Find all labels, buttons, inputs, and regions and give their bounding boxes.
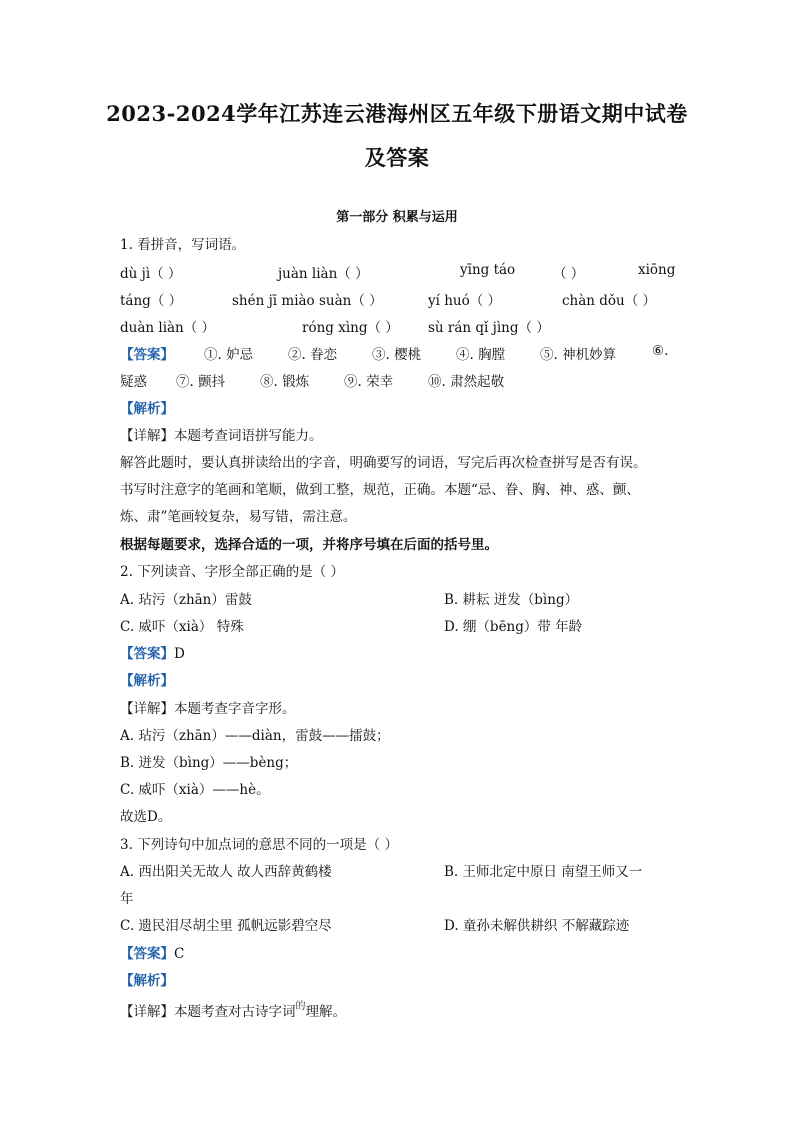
answer-item: ⑩. 肃然起敬 [428,374,505,390]
q3-detail-small-mark: 的 [295,1001,306,1012]
answer-tag: 【答案】 [120,646,174,662]
pinyin-item: sù rán qǐ jìng（ ） [428,320,550,336]
q3-option-c: C. 遗民泪尽胡尘里 孤帆远影碧空尽 [120,918,332,934]
pinyin-item: （ ） [553,266,585,282]
q3-prompt: 3. 下列诗句中加点词的意思不同的一项是（ ） [120,837,398,853]
answer-item: ⑧. 锻炼 [260,374,310,390]
document-title-line2: 及答案 [364,145,430,170]
q1-explanation-line1: 解答此题时，要认真拼读给出的字音，明确要写的词语，写完后再次检查拼写是否有误。 [120,455,647,471]
q3-detail-text-end: 理解。 [305,1004,346,1020]
answer-value: C [174,946,185,962]
pinyin-item: yīng táo [460,262,516,278]
answer-item: ⑨. 荣幸 [344,374,394,390]
q3-detail-text: 【详解】本题考查对古诗字词 [120,1004,296,1020]
answer-tag: 【答案】 [120,347,174,363]
q2-option-c: C. 威吓（xià） 特殊 [120,619,244,635]
q3-option-a: A. 西出阳关无故人 故人西辞黄鹤楼 [120,864,332,880]
answer-item: ②. 眷恋 [288,347,338,363]
q2-detail: 【详解】本题考查字音字形。 [120,701,296,717]
q3-detail [120,1000,346,1020]
q1-explanation-line2: 书写时注意字的笔画和笔顺，做到工整，规范，正确。本题“忌、眷、胸、神、惑、颤、 [120,482,640,498]
answer-value: D [174,646,185,662]
q2-conclusion: 故选D。 [120,809,172,825]
q2-option-b: B. 耕耘 迸发（bìng） [444,592,579,608]
q2-explanation-b: B. 迸发（bìng）——bèng； [120,755,298,771]
q3-answer [120,942,184,962]
pinyin-item: dù jì（ ） [120,266,182,282]
q1-detail: 【详解】本题考查词语拼写能力。 [120,428,323,444]
answer-item: ⑦. 颤抖 [176,374,226,390]
answer-item: ⑤. 神机妙算 [540,347,617,363]
q3-option-b: B. 王师北定中原日 南望王师又一 [444,864,643,880]
q2-explanation-c: C. 威吓（xià）——hè。 [120,782,270,798]
document-title-line1: 2023-2024学年江苏连云港海州区五年级下册语文期中试卷 [106,101,688,126]
q2-analysis-tag: 【解析】 [120,673,174,689]
answer-item: ③. 樱桃 [372,347,422,363]
answer-item: ①. 妒忌 [204,347,254,363]
q3-analysis-tag: 【解析】 [120,973,174,989]
q2-answer [120,642,185,662]
answer-item: 疑惑 [120,374,147,390]
answer-item: ⑥. [652,343,669,359]
q3-option-b-continued: 年 [120,891,134,907]
q1-analysis-tag: 【解析】 [120,401,174,417]
pinyin-item: xiōng [638,262,676,278]
q3-option-d: D. 童孙未解供耕织 不解藏踪迹 [444,918,630,934]
q2-option-a: A. 玷污（zhān）雷鼓 [120,592,252,608]
q1-explanation-line3: 炼、肃”笔画较复杂，易写错，需注意。 [120,509,357,525]
pinyin-item: duàn liàn（ ） [120,320,216,336]
pinyin-item: yí huó（ ） [428,293,502,309]
pinyin-item: táng（ ） [120,293,183,309]
q2-prompt: 2. 下列读音、字形全部正确的是（ ） [120,564,344,580]
pinyin-item: juàn liàn（ ） [278,266,369,282]
section-heading: 第一部分 积累与运用 [336,210,458,225]
answer-tag: 【答案】 [120,946,174,962]
answer-item: ④. 胸膛 [456,347,506,363]
pinyin-item: chàn dǒu（ ） [562,293,657,309]
q1-prompt: 1. 看拼音，写词语。 [120,237,246,253]
q2-explanation-a: A. 玷污（zhān）——diàn，雷鼓——擂鼓； [120,728,390,744]
pinyin-item: shén jī miào suàn（ ） [232,293,383,309]
pinyin-item: róng xìng（ ） [302,320,399,336]
q2-option-d: D. 绷（bēng）带 年龄 [444,619,583,635]
section-instruction: 根据每题要求，选择合适的一项，并将序号填在后面的括号里。 [120,537,498,553]
